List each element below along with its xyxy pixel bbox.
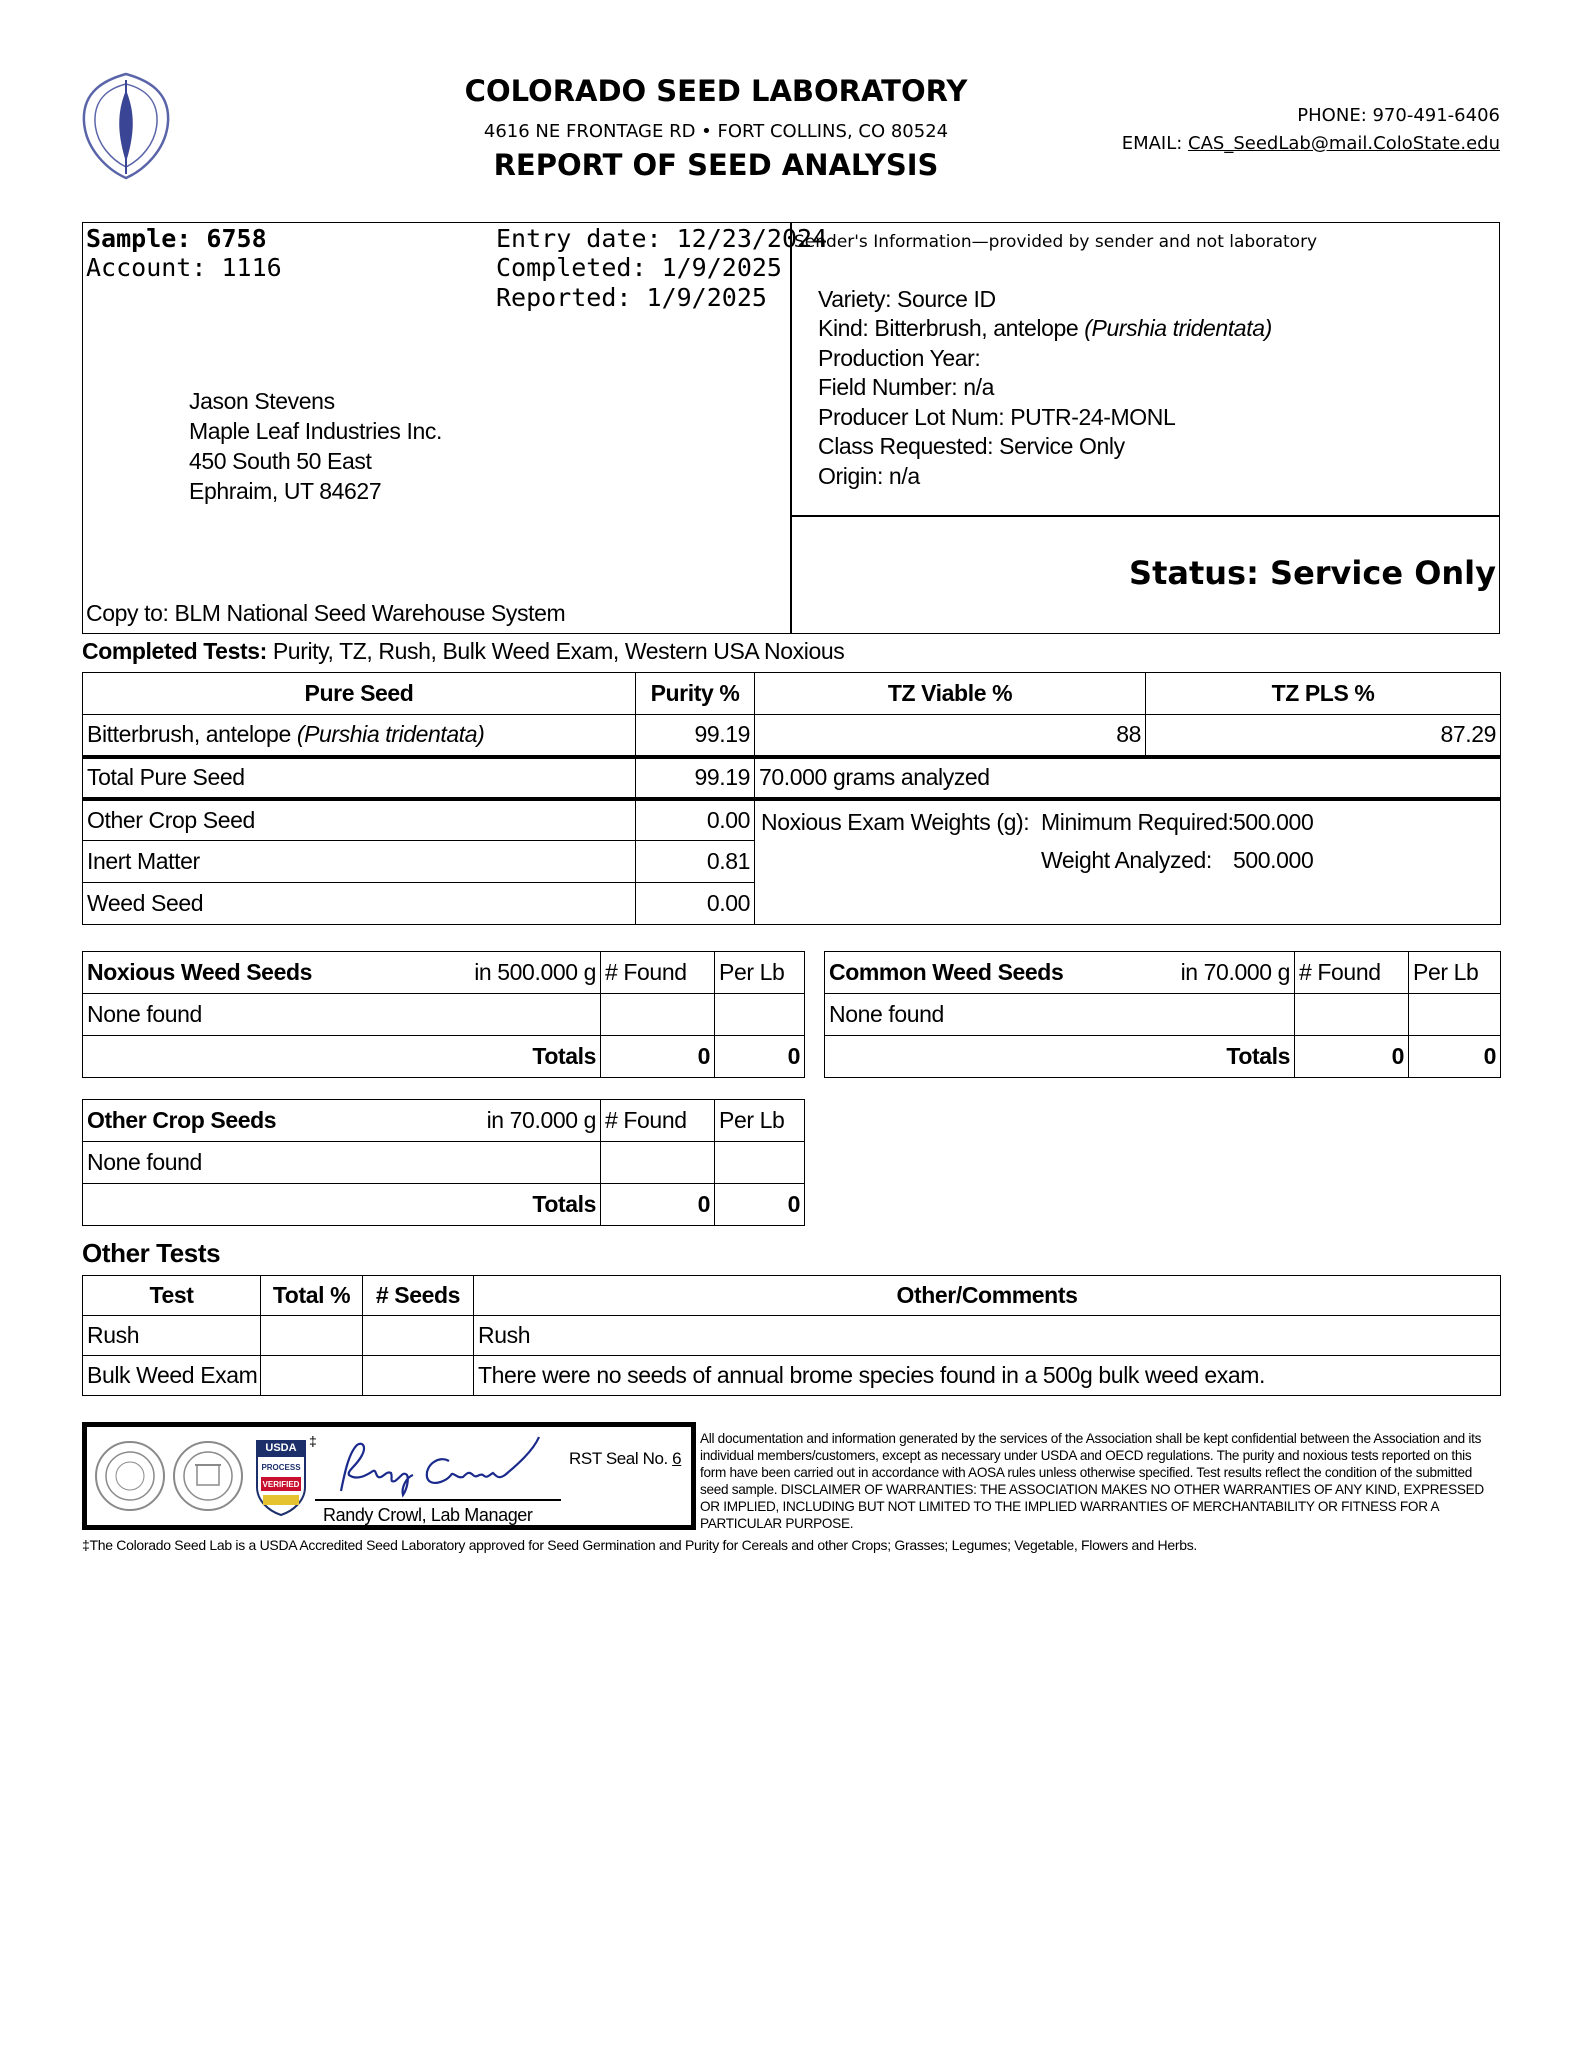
- purity-table: [82, 672, 1501, 925]
- min-required-value: 500.000: [1233, 808, 1314, 835]
- total-pure-label: Total Pure Seed: [83, 757, 636, 799]
- sample-number: Sample: 6758: [86, 224, 267, 253]
- noxious-totals-label: Totals: [83, 1036, 601, 1078]
- other-tests-header-row: [83, 1276, 1501, 1316]
- copy-to: Copy to: BLM National Seed Warehouse System: [86, 600, 566, 626]
- seal-signature-box: [82, 1422, 696, 1530]
- signature-line: [315, 1499, 561, 1501]
- noxious-perlb-empty: [715, 994, 805, 1036]
- lab-phone: PHONE: 970-491-6406: [1297, 105, 1500, 126]
- noxious-found-header: # Found: [601, 952, 715, 994]
- test-total: [261, 1356, 363, 1396]
- common-row: [825, 994, 1501, 1036]
- disclaimer: All documentation and information generated by the services of the Association shall be kept confidential between the Association and its individual members/customers, except as necessary under USDA and OECD regulations. The purity and noxious tests reported on this form have been carried out in accordance with AOSA rules unless otherwise specified. Test results reflect the condition of the submitted seed sample. DISCLAIMER OF WARRANTIES: THE ASSOCIATION MAKES NO OTHER WARRANTIES OF ANY KIND, EXPRESSED OR IMPLIED, INCLUDING BUT NOT LIMITED TO THE IMPLIED WARRANTIES OF MERCHANTABILITY OR FITNESS FOR A PARTICULAR PURPOSE.: [700, 1431, 1484, 1531]
- sender-info-heading: Sender's Information—provided by sender and not laboratory: [794, 232, 1318, 252]
- noxious-title-cell: [83, 952, 601, 994]
- common-title-cell: [825, 952, 1295, 994]
- association-seal-icon: [173, 1441, 243, 1511]
- test-name: Bulk Weed Exam: [83, 1356, 261, 1396]
- address-line: Jason Stevens: [189, 388, 335, 414]
- lab-address: 4616 NE FRONTAGE RD • FORT COLLINS, CO 80524: [483, 121, 949, 142]
- weed-label: Weed Seed: [83, 883, 636, 925]
- pure-seed-latin: (Purshia tridentata): [296, 721, 485, 748]
- common-found-header: # Found: [1295, 952, 1409, 994]
- common-found-empty: [1295, 994, 1409, 1036]
- total-pure-value: 99.19: [636, 757, 755, 799]
- class-requested: Class Requested: Service Only: [818, 433, 1125, 459]
- registered-technologist-seal-icon: [95, 1441, 165, 1511]
- signature: [327, 1431, 557, 1503]
- entry-date: Entry date: 12/23/2024: [496, 224, 828, 253]
- test-seeds: [363, 1356, 474, 1396]
- pure-seed-row: [83, 715, 1501, 757]
- common-none: None found: [825, 994, 1295, 1036]
- other-crop-totals-found: 0: [601, 1184, 715, 1226]
- noxious-found-empty: [601, 994, 715, 1036]
- common-perlb-empty: [1409, 994, 1501, 1036]
- other-crop-row: [83, 799, 1501, 841]
- common-totals-found: 0: [1295, 1036, 1409, 1078]
- reported-date: Reported: 1/9/2025: [496, 283, 767, 312]
- origin: Origin: n/a: [818, 463, 920, 489]
- total-header: Total %: [261, 1276, 363, 1316]
- completed-date: Completed: 1/9/2025: [496, 253, 782, 282]
- usda-process-text: PROCESS: [261, 1463, 301, 1472]
- info-divider: [790, 222, 792, 634]
- address-line: Ephraim, UT 84627: [189, 478, 382, 504]
- other-crop-weight: in 70.000 g: [486, 1107, 596, 1133]
- pure-seed-common: Bitterbrush, antelope: [87, 721, 297, 748]
- tz-viable-value: 88: [755, 715, 1146, 757]
- kind-text: Kind: Bitterbrush, antelope: [818, 315, 1085, 341]
- noxious-totals-row: [83, 1036, 805, 1078]
- other-crop-label: Other Crop Seed: [83, 799, 636, 841]
- lab-name: COLORADO SEED LABORATORY: [464, 74, 968, 108]
- common-perlb-header: Per Lb: [1409, 952, 1501, 994]
- tz-pls-value: 87.29: [1146, 715, 1501, 757]
- common-weed-table: [824, 951, 1501, 1078]
- other-tests-table: [82, 1275, 1501, 1396]
- rst-seal: [569, 1449, 681, 1469]
- test-total: [261, 1316, 363, 1356]
- noxious-weed-table: [82, 951, 805, 1078]
- purity-header-row: [83, 673, 1501, 715]
- other-crop-title-cell: [83, 1100, 601, 1142]
- test-header: Test: [83, 1276, 261, 1316]
- noxious-totals-perlb: 0: [715, 1036, 805, 1078]
- test-comments: Rush: [474, 1316, 1501, 1356]
- tz-viable-header: TZ Viable %: [755, 673, 1146, 715]
- weed-value: 0.00: [636, 883, 755, 925]
- comments-header: Other/Comments: [474, 1276, 1501, 1316]
- account-number: Account: 1116: [86, 253, 282, 282]
- noxious-row: [83, 994, 805, 1036]
- noxious-totals-found: 0: [601, 1036, 715, 1078]
- noxious-header-row: [83, 952, 805, 994]
- sender-divider: [790, 515, 1500, 517]
- test-name: Rush: [83, 1316, 261, 1356]
- common-totals-perlb: 0: [1409, 1036, 1501, 1078]
- weight-analyzed-value: 500.000: [1233, 846, 1314, 873]
- email-label: EMAIL:: [1121, 133, 1189, 154]
- other-crop-totals-perlb: 0: [715, 1184, 805, 1226]
- common-title: Common Weed Seeds: [829, 959, 1064, 985]
- noxious-perlb-header: Per Lb: [715, 952, 805, 994]
- pure-seed-purity: 99.19: [636, 715, 755, 757]
- common-totals-label: Totals: [825, 1036, 1295, 1078]
- other-crop-none: None found: [83, 1142, 601, 1184]
- completed-tests: [82, 638, 844, 665]
- pure-seed-name: [83, 715, 636, 757]
- noxious-weight: in 500.000 g: [474, 959, 596, 985]
- other-crop-value: 0.00: [636, 799, 755, 841]
- inert-label: Inert Matter: [83, 841, 636, 883]
- production-year: Production Year:: [818, 345, 981, 371]
- noxious-title: Noxious Weed Seeds: [87, 959, 313, 985]
- weight-analyzed-label: Weight Analyzed:: [1041, 846, 1212, 873]
- email-link[interactable]: CAS_SeedLab@mail.ColoState.edu: [1188, 133, 1500, 154]
- other-crop-table: [82, 1099, 805, 1226]
- tz-pls-header: TZ PLS %: [1146, 673, 1501, 715]
- test-seeds: [363, 1316, 474, 1356]
- completed-tests-value: Purity, TZ, Rush, Bulk Weed Exam, Western USA Noxious: [266, 638, 845, 664]
- table-row: [83, 1316, 1501, 1356]
- rst-label: RST Seal No.: [569, 1449, 668, 1468]
- kind: [818, 315, 1272, 342]
- grams-analyzed: 70.000 grams analyzed: [755, 757, 1501, 799]
- other-crop-perlb-empty: [715, 1142, 805, 1184]
- other-crop-found-empty: [601, 1142, 715, 1184]
- other-crop-totals-row: [83, 1184, 805, 1226]
- dagger-mark: ‡: [309, 1433, 317, 1449]
- status: Status: Service Only: [1129, 554, 1496, 592]
- usda-text: USDA: [265, 1442, 297, 1454]
- usda-verified-text: VERIFIED: [262, 1480, 300, 1489]
- other-crop-row-item: [83, 1142, 805, 1184]
- other-crop-title: Other Crop Seeds: [87, 1107, 277, 1133]
- min-required-label: Minimum Required:: [1041, 808, 1234, 835]
- noxious-weights-label: Noxious Exam Weights (g):: [761, 808, 1030, 835]
- common-totals-row: [825, 1036, 1501, 1078]
- footnote: ‡The Colorado Seed Lab is a USDA Accredited Seed Laboratory approved for Seed Germination and Purity for Cereals and other Crops; Grasses; Legumes; Vegetable, Flowers and Herbs.: [82, 1537, 1197, 1553]
- variety: Variety: Source ID: [818, 286, 996, 312]
- report-title: REPORT OF SEED ANALYSIS: [493, 148, 939, 182]
- inert-value: 0.81: [636, 841, 755, 883]
- other-crop-perlb-header: Per Lb: [715, 1100, 805, 1142]
- lab-email: [1122, 133, 1500, 154]
- completed-tests-label: Completed Tests:: [82, 638, 267, 664]
- purity-header: Purity %: [636, 673, 755, 715]
- pure-seed-header: Pure Seed: [83, 673, 636, 715]
- field-number: Field Number: n/a: [818, 374, 994, 400]
- other-crop-header-row: [83, 1100, 805, 1142]
- address-line: Maple Leaf Industries Inc.: [189, 418, 442, 444]
- usda-process-verified-shield-icon: [253, 1437, 309, 1517]
- total-pure-row: [83, 757, 1501, 799]
- noxious-weights: [755, 799, 1501, 925]
- other-crop-totals-label: Totals: [83, 1184, 601, 1226]
- common-header-row: [825, 952, 1501, 994]
- table-row: [83, 1356, 1501, 1396]
- common-weight: in 70.000 g: [1180, 959, 1290, 985]
- noxious-none: None found: [83, 994, 601, 1036]
- producer-lot: Producer Lot Num: PUTR-24-MONL: [818, 404, 1176, 430]
- address-line: 450 South 50 East: [189, 448, 372, 474]
- test-comments: There were no seeds of annual brome species found in a 500g bulk weed exam.: [474, 1356, 1501, 1396]
- signer-name: Randy Crowl, Lab Manager: [323, 1505, 533, 1525]
- rst-value: 6: [672, 1449, 682, 1468]
- kind-latin: (Purshia tridentata): [1084, 315, 1272, 341]
- seeds-header: # Seeds: [363, 1276, 474, 1316]
- other-tests-title: Other Tests: [82, 1238, 221, 1268]
- other-crop-found-header: # Found: [601, 1100, 715, 1142]
